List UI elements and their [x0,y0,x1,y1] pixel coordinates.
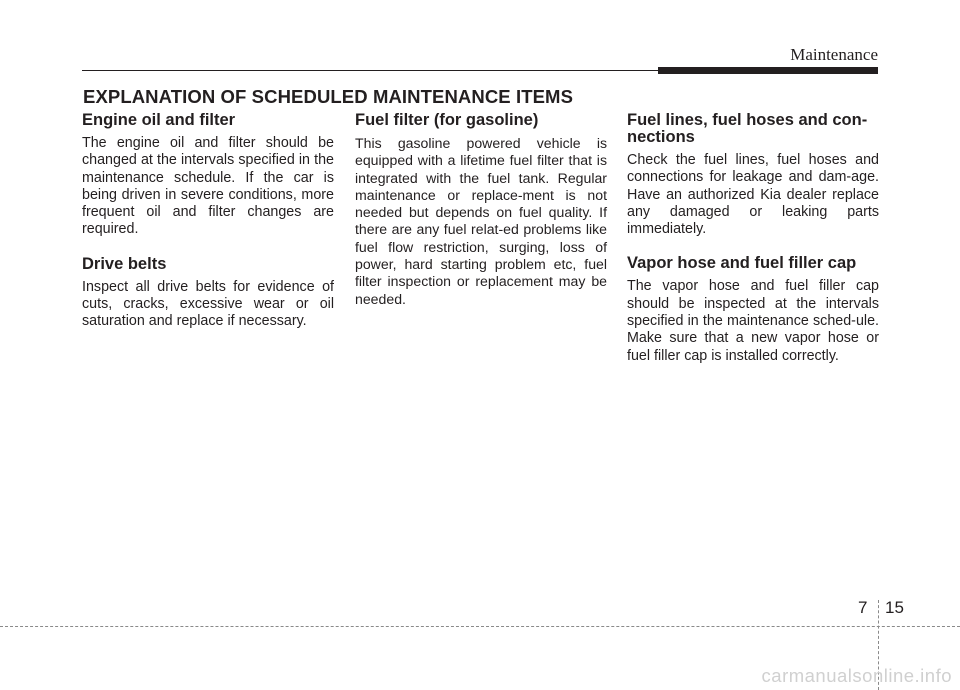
subsection-body: This gasoline powered vehicle is equipped with a lifetime fuel filter that is integrated with the fuel tank. Regular maintenance or replace-ment is not needed but depends on fuel quality. If there are any fuel relat-ed problems like fuel flow restriction, surging, loss of power, hard starting problem etc, fuel filter inspection or replacement may be needed. [355,135,607,307]
subsection-body: The engine oil and filter should be changed at the intervals specified in the maintenance schedule. If the car is being driven in severe conditions, more frequent oil and filter changes are required. [82,135,334,238]
column-3 [627,112,879,365]
chapter-number: 7 [858,598,868,617]
page-number: 15 [885,598,904,617]
column-1 [82,112,334,331]
section-title: EXPLANATION OF SCHEDULED MAINTENANCE ITEMS [83,86,574,107]
subsection-title: Drive belts [82,254,167,273]
watermark: carmanualsonline.info [761,665,952,686]
subsection-engine-oil [82,112,334,239]
subsection-fuel-lines [627,112,879,238]
subsection-body: Check the fuel lines, fuel hoses and connections for leakage and dam-age. Have an authorized Kia dealer replace any damaged or leaking parts immediately. [627,152,879,238]
header-rule-bar [658,67,878,74]
chapter-title: Maintenance [790,45,878,64]
subsection-title: Engine oil and filter [82,111,236,129]
subsection-body: The vapor hose and fuel filler cap should be inspected at the intervals specified in the maintenance sched-ule. Make sure that a new vapor hose or fuel filler cap is installed correctly. [627,278,879,364]
subsection-title: Vapor hose and fuel filler cap [627,254,857,273]
footer-divider [0,626,960,627]
subsection-drive-belts [82,256,334,331]
subsection-title: Fuel filter (for gasoline) [355,111,539,129]
subsection-title: Fuel lines, fuel hoses and con-nections [627,111,868,146]
subsection-body: Inspect all drive belts for evidence of cuts, cracks, excessive wear or oil saturation and replace if necessary. [82,278,334,330]
header-rule [82,70,658,71]
subsection-vapor-hose [627,255,879,364]
subsection-fuel-filter [355,112,607,308]
column-2 [355,112,607,308]
